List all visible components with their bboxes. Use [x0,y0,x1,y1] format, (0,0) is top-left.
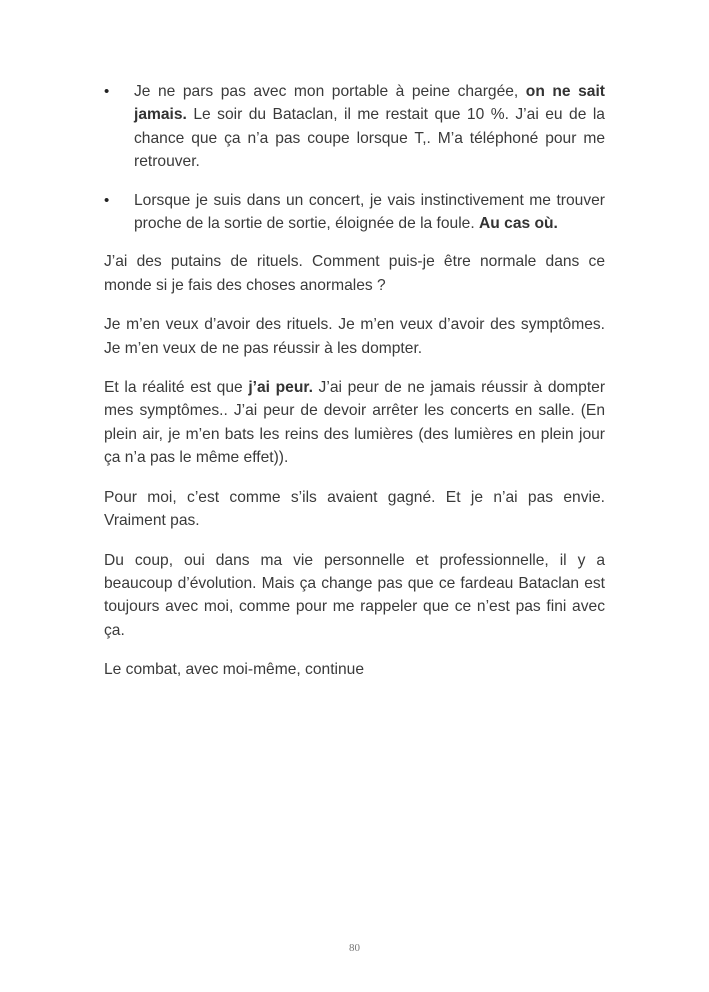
paragraph-conclusion: Le combat, avec moi-même, continue [104,661,365,679]
paragraph-they-won: Pour moi, c’est comme s’ils avaient gagné. Et je n’ai pas envie. Vraiment pas. [104,488,605,530]
paragraph-emphasis: j’ai peur. [248,379,313,397]
paragraph-rituals: J’ai des putains de rituels. Comment puis-je être normale dans ce monde si je fais des choses anormales ? [104,253,605,294]
bullet-emphasis: on ne sait jamais. [134,83,605,124]
paragraph-fear [104,376,605,470]
list-item [104,80,605,174]
paragraph-evolution: Du coup, oui dans ma vie personnelle et professionnelle, il y a beaucoup d’évolution. Mais ça change pas que ce fardeau Bataclan est toujours avec moi, comme pour me rappeler que ce n’est pas fini avec ça. [104,551,605,639]
bullet-emphasis: Au cas où. [479,215,558,233]
bullet-text: Lorsque je suis dans un concert, je vais instinctivement me trouver proche de la sortie de sortie, éloignée de la foule. [134,191,605,233]
paragraph-text: Et la réalité est que [104,379,249,397]
bullet-text: Le soir du Bataclan, il me restait que 10 %. J’ai eu de la chance que ça n’a pas coupe lorsque T,. M’a téléphoné pour me retrouver. [134,106,605,171]
page-body [104,80,605,698]
paragraph-self-blame: Je m’en veux d’avoir des rituels. Je m’en veux d’avoir des symptômes. Je m’en veux de ne pas réussir à les dompter. [104,316,605,357]
page-number: 80 [349,942,360,954]
list-item [104,189,605,236]
bullet-icon: • [104,83,110,100]
bullet-icon: • [104,191,110,209]
bullet-list [104,80,605,235]
bullet-text: Je ne pars pas avec mon portable à peine chargée, [134,83,526,100]
paragraph-text: J’ai peur de ne jamais réussir à dompter mes symptômes.. J’ai peur de devoir arrêter les concerts en salle. (En plein air, je m’en bats les reins des lumières (des lumières en plein jour ça n’a pas le même effet)). [104,379,606,467]
